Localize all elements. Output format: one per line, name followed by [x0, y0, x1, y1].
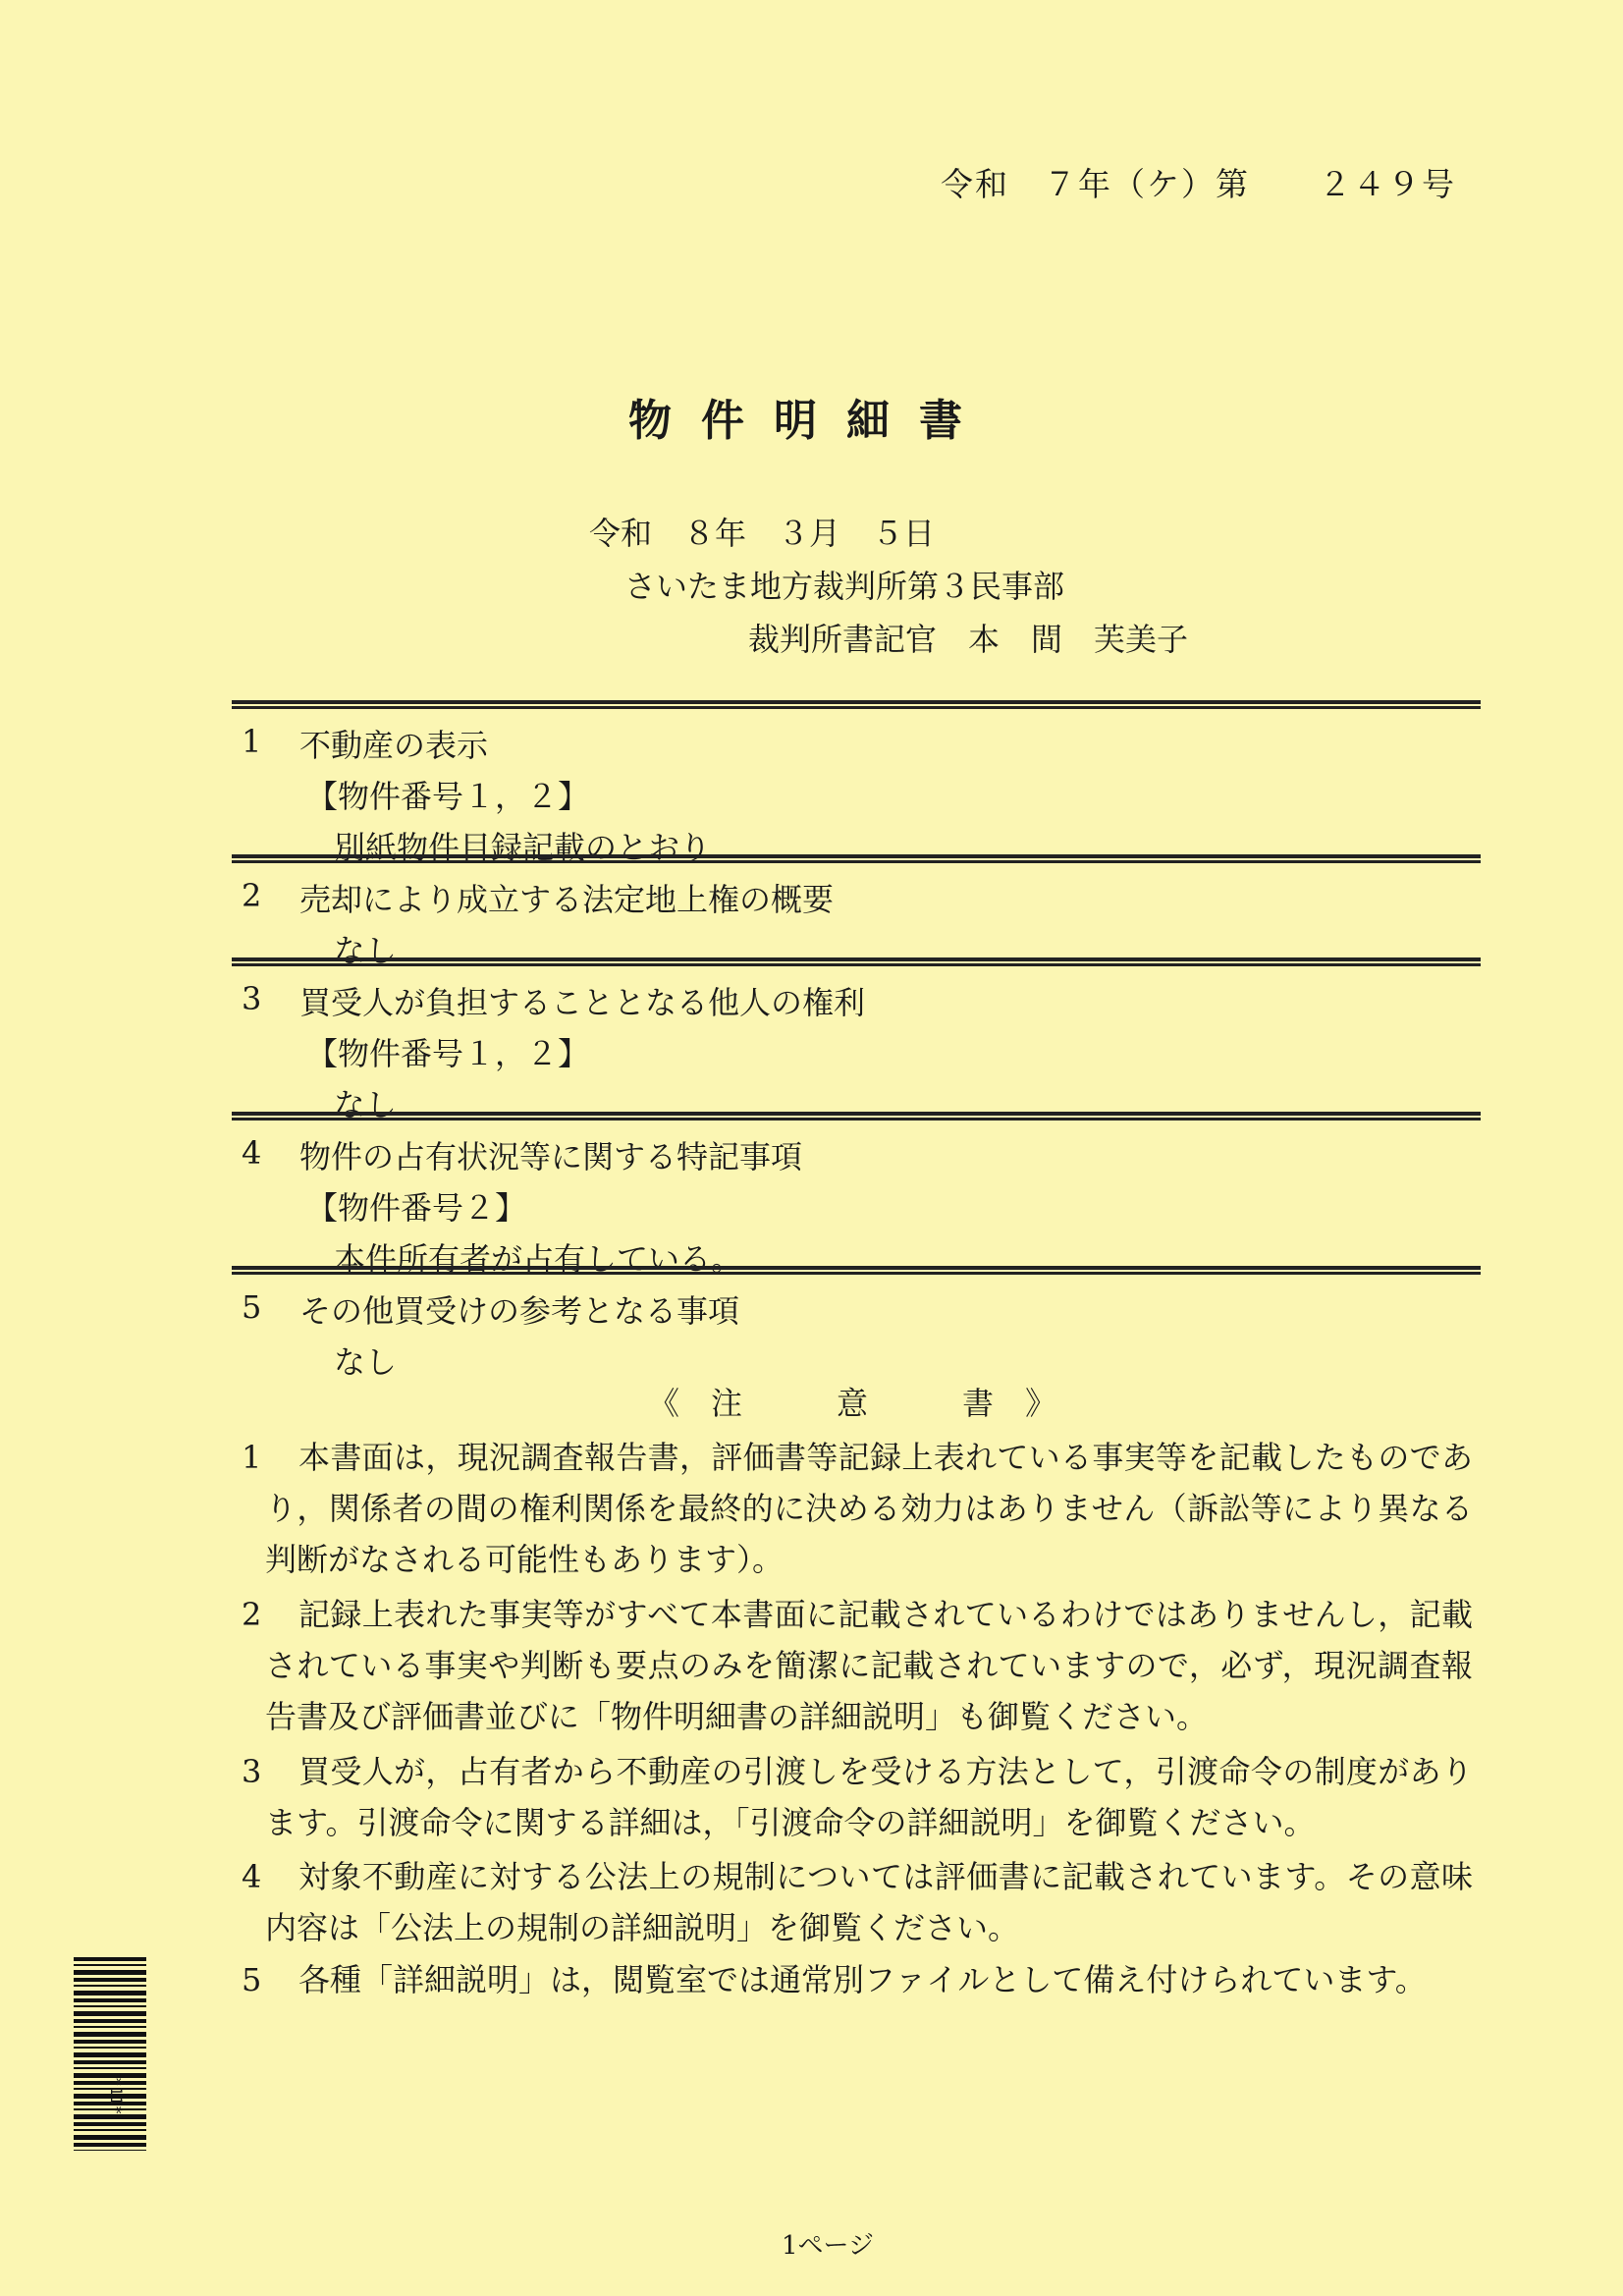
- notice-item: 対象不動産に対する公法上の規制については評価書に記載されています。その意味内容は「公法上の規制の詳細説明」を御覧ください。: [265, 1858, 1473, 1946]
- section-heading: 不動産の表示: [299, 727, 489, 764]
- notice-item: 買受人が，占有者から不動産の引渡しを受ける方法として，引渡命令の制度があります。引渡命令に関する詳細は，「引渡命令の詳細説明」を御覧ください。: [265, 1753, 1473, 1841]
- page-number: 1ページ: [782, 2231, 875, 2261]
- section-divider: [232, 957, 1481, 966]
- section-heading: 物件の占有状況等に関する特記事項: [299, 1138, 803, 1175]
- section-number: 5: [242, 1288, 262, 1326]
- notice-item: 本書面は，現況調査報告書，評価書等記録上表れている事実等を記載したものであり，関係者の間の権利関係を最終的に決める効力はありません（訴訟等により異なる判断がなされる可能性もあります）。: [265, 1439, 1473, 1578]
- barcode-label: *11*: [107, 2077, 126, 2115]
- section-content: 本件所有者が占有している。: [334, 1240, 743, 1278]
- notice-number: 5: [242, 1961, 262, 1998]
- section-number: 2: [242, 877, 262, 914]
- notice-heading: 《 注 意 書 》: [648, 1385, 1057, 1422]
- section-heading: その他買受けの参考となる事項: [299, 1292, 740, 1330]
- section-number: 4: [242, 1134, 262, 1172]
- section-content: 別紙物件目録記載のとおり: [334, 829, 712, 866]
- notice-number: 4: [242, 1858, 262, 1895]
- barcode: [74, 1957, 146, 2151]
- section-content: なし: [334, 1086, 398, 1123]
- section-content: なし: [334, 1343, 398, 1381]
- clerk-name: 裁判所書記官 本 間 芙美子: [748, 621, 1189, 658]
- notice-number: 3: [242, 1753, 262, 1790]
- section-divider: [232, 700, 1481, 709]
- property-reference: 【物件番号１，２】: [306, 1035, 590, 1072]
- document-title: 物件明細書: [628, 396, 992, 446]
- section-divider: [232, 854, 1481, 863]
- section-content: なし: [334, 932, 398, 969]
- section-number: 3: [242, 980, 262, 1017]
- property-reference: 【物件番号２】: [306, 1189, 527, 1227]
- case-number: 令和 ７年（ケ）第 ２４９号: [941, 165, 1456, 203]
- section-heading: 売却により成立する法定地上権の概要: [299, 881, 835, 918]
- section-number: 1: [242, 723, 262, 760]
- notice-number: 1: [242, 1439, 262, 1476]
- section-heading: 買受人が負担することとなる他人の権利: [299, 984, 866, 1021]
- notice-item: 記録上表れた事実等がすべて本書面に記載されているわけではありませんし，記載されている事実や判断も要点のみを簡潔に記載されていますので，必ず，現況調査報告書及び評価書並びに「物件明細書の詳細説明」も御覧ください。: [265, 1596, 1473, 1735]
- property-reference: 【物件番号１，２】: [306, 778, 590, 815]
- section-divider: [232, 1112, 1481, 1121]
- notice-item: 各種「詳細説明」は，閲覧室では通常別ファイルとして備え付けられています。: [298, 1961, 1427, 1998]
- issue-date: 令和 ８年 ３月 ５日: [589, 515, 936, 552]
- section-divider: [232, 1266, 1481, 1275]
- notice-number: 2: [242, 1596, 262, 1633]
- court-name: さいたま地方裁判所第３民事部: [624, 568, 1065, 605]
